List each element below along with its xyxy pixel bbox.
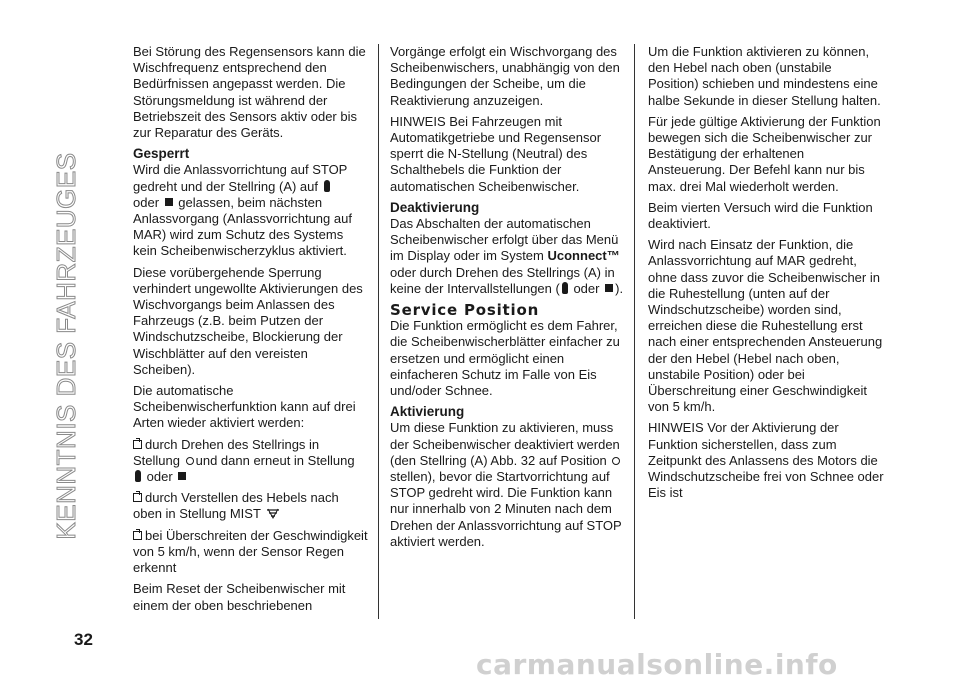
text-span: oder: [146, 469, 173, 485]
chapter-side-title: KENNTNIS DES FAHRZEUGES: [51, 152, 81, 540]
paragraph: [390, 216, 626, 297]
brand-name: Uconnect™: [547, 248, 620, 264]
text-column-3: [648, 44, 884, 506]
filled-square-icon: [605, 284, 613, 292]
bullet-item: [133, 528, 369, 577]
paragraph: Beim vierten Versuch wird die Funktion deaktiviert.: [648, 199, 873, 232]
filled-square-icon: [165, 198, 173, 206]
paragraph: Diese vorübergehende Sperrung verhindert ungewollte Aktivierungen des Wischvorgangs beim Anlassen des Fahrzeugs (z.B. beim Putzen der Windschutzscheibe, Blockierung der Wischblätter auf den vereisten Scheiben).: [133, 264, 363, 377]
paragraph: Für jede gültige Aktivierung der Funktion bewegen sich die Scheibenwischer zur Bestätigung der erhaltenen Ansteuerung. Der Befehl kann nur bis max. drei Mal wiederholt werden.: [648, 113, 881, 194]
bullet-item: [133, 490, 369, 522]
text-span: ).: [615, 280, 624, 296]
mist-icon: [266, 508, 280, 520]
rain-drop-icon: [562, 282, 568, 294]
heading-deaktivierung: Deaktivierung: [390, 199, 480, 215]
paragraph: [390, 420, 626, 550]
text-span: oder durch Drehen des Stellrings (A) in keine der Intervallstellungen (: [390, 264, 615, 296]
text-span: und dann erneut in Stellung: [195, 452, 355, 468]
heading-service-position: Service Position: [390, 301, 540, 320]
bullet-item: [133, 437, 369, 486]
text-column-2: [390, 44, 626, 555]
page-number: 32: [74, 630, 93, 649]
heading-gesperrt: Gesperrt: [133, 146, 190, 162]
text-column-1: [133, 44, 369, 619]
column-divider: [634, 44, 635, 619]
rain-drop-icon: [324, 180, 330, 192]
paragraph: HINWEIS Vor der Aktivierung der Funktion sicherstellen, dass zum Zeitpunkt des Anlassens des Motors die Windschutzscheibe frei von Schnee oder Eis ist: [648, 420, 884, 501]
paragraph: Um die Funktion aktivieren zu können, den Hebel nach oben (unstabile Position) schieben und mindestens eine halbe Sekunde in dieser Stellung halten.: [648, 44, 881, 108]
off-position-icon: [186, 457, 194, 465]
off-position-icon: [612, 457, 620, 465]
paragraph: Die Funktion ermöglicht es dem Fahrer, die Scheibenwischerblätter einfacher zu ersetzen und ermöglicht einen einfacheren Schutz im Falle von Eis und/oder Schnee.: [390, 318, 620, 399]
text-span: oder: [133, 194, 160, 210]
text-span: Um diese Funktion zu aktivieren, muss der Scheibenwischer deaktiviert werden (den Stellring (A) Abb. 32 auf Position: [390, 420, 620, 468]
rain-drop-icon: [135, 470, 141, 482]
paragraph: Wird nach Einsatz der Funktion, die Anlassvorrichtung auf MAR gedreht, ohne dass zuvor die Scheibenwischer in die Ruhestellung (unten auf der Windschutzscheibe) worden sind, erreichen diese die Ruhestellung erst nach einer entsprechenden Ansteuerung der den Hebel (Hebel nach oben, unstabile Position) oder bei Überschreitung einer Geschwindigkeit von 5 km/h.: [648, 237, 883, 415]
heading-aktivierung: Aktivierung: [390, 404, 465, 420]
checkbox-bullet-icon: [133, 531, 142, 540]
paragraph: Beim Reset der Scheibenwischer mit einem der oben beschriebenen: [133, 581, 346, 613]
checkbox-bullet-icon: [133, 440, 142, 449]
column-divider: [378, 44, 379, 619]
text-span: durch Verstellen des Hebels nach oben in Stellung MIST: [133, 490, 339, 522]
text-span: oder: [573, 280, 600, 296]
text-span: Das Abschalten der automatischen Scheibenwischer erfolgt über das Menü im Display oder im System: [390, 216, 619, 264]
text-span: bei Überschreiten der Geschwindigkeit von 5 km/h, wenn der Sensor Regen erkennt: [133, 527, 368, 576]
text-span: stellen), bevor die Startvorrichtung auf STOP gedreht wird. Die Funktion kann nur innerhalb von 2 Minuten nach dem Drehen der Anlassvorrichtung auf STOP aktiviert werden.: [390, 469, 622, 549]
paragraph: [133, 162, 369, 259]
checkbox-bullet-icon: [133, 493, 142, 502]
text-span: durch Drehen des Stellrings in Stellung: [133, 436, 320, 468]
paragraph: Vorgänge erfolgt ein Wischvorgang des Scheibenwischers, unabhängig von den Bedingungen der Scheibe, um die Reaktivierung anzuzeigen.: [390, 44, 620, 108]
paragraph: Die automatische Scheibenwischerfunktion kann auf drei Arten wieder aktiviert werden:: [133, 383, 356, 431]
filled-square-icon: [178, 472, 186, 480]
watermark-text: carmanualsonline.info: [476, 648, 838, 681]
text-span: Wird die Anlassvorrichtung auf STOP gedreht und der Stellring (A) auf: [133, 162, 348, 194]
text-span: gelassen, beim nächsten Anlassvorgang (Anlassvorrichtung auf MAR) wird zum Schutz des Systems kein Scheibenwischerzyklus aktiviert.: [133, 194, 352, 259]
paragraph: Bei Störung des Regensensors kann die Wischfrequenz entsprechend den Bedürfnissen angepasst werden. Die Störungsmeldung ist während der Betriebszeit des Sensors aktiv oder bis zur Reparatur des Geräts.: [133, 44, 366, 141]
paragraph: HINWEIS Bei Fahrzeugen mit Automatikgetriebe und Regensensor sperrt die N-Stellung (Neutral) des Schalthebels die Funktion der automatischen Scheibenwischer.: [390, 113, 602, 194]
